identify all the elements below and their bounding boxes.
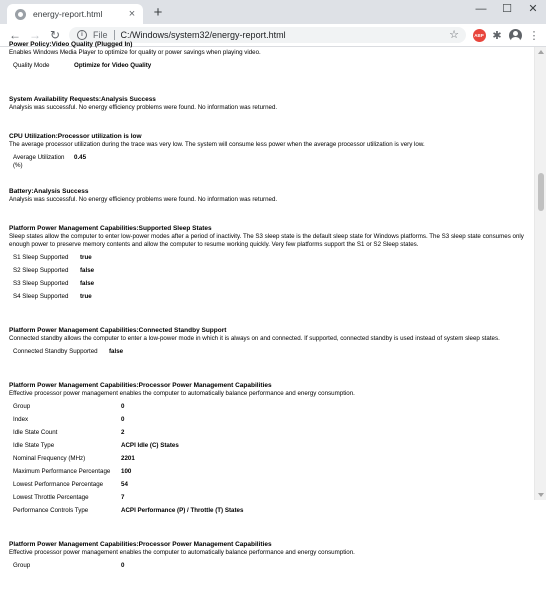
kv-row [9,468,525,481]
kv-value: ACPI Idle (C) States [121,442,179,449]
kv-row [9,154,525,167]
kv-label: Idle State Type [13,442,55,449]
kv-label: Idle State Count [13,429,58,436]
section-processor-power-management [9,381,525,520]
section-title: Battery:Analysis Success [9,188,89,195]
section-description: Effective processor power management enables the computer to automatically balance performance and energy consumption. [9,390,355,397]
kv-value: false [109,348,124,355]
kv-value: 0 [121,403,125,410]
kv-label: S4 Sleep Supported [13,293,69,300]
section-description: Effective processor power management enables the computer to automatically balance performance and energy consumption. [9,549,355,556]
scroll-up-arrow-icon[interactable] [538,50,544,54]
kv-table [9,154,525,167]
kv-label: Nominal Frequency (MHz) [13,455,86,462]
close-tab-icon[interactable]: × [128,7,136,20]
kv-value: 54 [121,481,128,488]
kv-row [9,267,525,280]
url-text[interactable]: C:/Windows/system32/energy-report.html [120,30,286,40]
kv-value: 0.45 [74,154,87,161]
kv-row [9,416,525,429]
tab-energy-report[interactable] [7,4,143,24]
close-window-button[interactable]: ✕ [528,3,538,15]
kv-table [9,562,525,575]
section-title: System Availability Requests:Analysis Success [9,96,156,103]
section-supported-sleep-states [9,224,525,306]
section-title: CPU Utilization:Processor utilization is low [9,133,142,140]
kv-value: false [80,267,95,274]
kv-value: true [80,293,92,300]
section-cpu-utilization [9,132,525,167]
tab-strip [0,0,546,24]
section-title: Platform Power Management Capabilities:Connected Standby Support [9,327,227,334]
kv-label: Connected Standby Supported [13,348,98,355]
kv-label: S2 Sleep Supported [13,267,69,274]
kv-value: true [80,254,92,261]
kv-table [9,403,525,520]
scroll-down-arrow-icon[interactable] [538,493,544,497]
kv-row [9,293,525,306]
forward-button[interactable]: → [29,28,41,42]
kv-label: Average Utilization (%) [13,154,65,169]
url-divider [114,30,115,40]
vertical-scrollbar[interactable] [534,47,546,500]
kv-row [9,494,525,507]
reload-button[interactable]: ↻ [49,28,61,42]
back-button[interactable]: ← [9,28,21,42]
kv-row [9,254,525,267]
kv-label: Maximum Performance Percentage [13,468,111,475]
section-description: Analysis was successful. No energy efficiency problems were found. No information was returned. [9,104,278,111]
kv-row [9,442,525,455]
energy-report-document [9,40,525,595]
section-title: Platform Power Management Capabilities:Supported Sleep States [9,225,212,232]
maximize-button[interactable]: ☐ [502,3,512,15]
kv-value: false [80,280,95,287]
kv-value: 7 [121,494,125,501]
kv-row [9,62,525,75]
section-processor-power-management-2 [9,540,525,575]
section-connected-standby [9,326,525,361]
kv-label: S3 Sleep Supported [13,280,69,287]
kv-label: Group [13,403,31,410]
section-title: Power Policy:Video Quality (Plugged In) [9,41,133,48]
kv-value: Optimize for Video Quality [74,62,152,69]
kv-row [9,481,525,494]
new-tab-button[interactable]: + [153,4,163,21]
kv-row [9,280,525,293]
kv-label: S1 Sleep Supported [13,254,69,261]
tab-title: energy-report.html [33,9,103,19]
kv-label: Lowest Performance Percentage [13,481,104,488]
section-title: Platform Power Management Capabilities:Processor Power Management Capabilities [9,541,272,548]
kv-table [9,348,525,361]
minimize-button[interactable]: — [475,3,487,15]
extensions-puzzle-icon[interactable]: ✱ [492,29,502,42]
kv-row [9,455,525,468]
kv-row [9,348,525,361]
section-title: Platform Power Management Capabilities:Processor Power Management Capabilities [9,382,272,389]
kv-table [9,254,525,306]
section-description: Sleep states allow the computer to enter low-power modes after a period of inactivity. The S3 sleep state is the default sleep state for Windows platforms. The S3 sleep state consumes only enough power to preserve memory contents and allow the computer to resume working quickly. Very few platforms support the S1 or S2 Sleep states. [9,233,524,248]
kv-value: 0 [121,416,125,423]
section-description: Connected standby allows the computer to enter a low-power mode in which it is always on and connected. If supported, connected standby is used instead of system sleep states. [9,335,500,342]
adblock-icon[interactable]: ABP [472,28,486,42]
kv-table [9,62,525,75]
kv-value: 0 [121,562,125,569]
section-system-availability [9,95,525,112]
kv-row [9,562,525,575]
kv-label: Index [13,416,29,423]
kv-value: 100 [121,468,132,475]
info-icon[interactable]: i [77,30,87,40]
section-description: The average processor utilization during the trace was very low. The system will consume less power when the average processor utilization is very low. [9,141,425,148]
kv-row [9,507,525,520]
kv-value: 2 [121,429,125,436]
kv-label: Group [13,562,31,569]
section-battery [9,187,525,204]
menu-kebab-icon[interactable]: ⋮ [528,29,540,42]
bookmark-star-icon[interactable]: ☆ [449,29,459,41]
kv-row [9,403,525,416]
section-video-quality [9,40,525,75]
kv-label: Performance Controls Type [13,507,89,514]
url-scheme: File [93,30,108,40]
scrollbar-thumb[interactable] [538,173,544,211]
globe-icon [15,9,26,20]
kv-value: 2201 [121,455,135,462]
page-content [0,41,534,569]
kv-label: Quality Mode [13,62,50,69]
kv-row [9,429,525,442]
section-description: Enables Windows Media Player to optimize for quality or power savings when playing video. [9,49,261,56]
kv-value: ACPI Performance (P) / Throttle (T) States [121,507,244,514]
section-description: Analysis was successful. No energy efficiency problems were found. No information was returned. [9,196,278,203]
kv-label: Lowest Throttle Percentage [13,494,89,501]
